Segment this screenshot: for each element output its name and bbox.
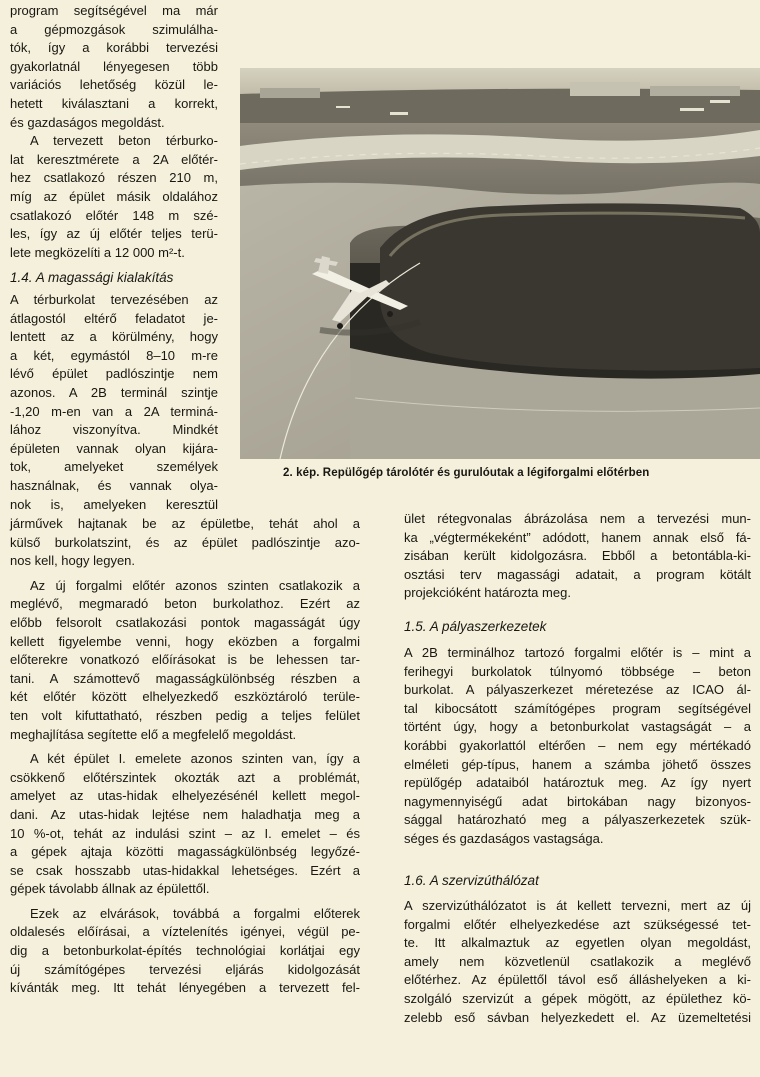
text-line: ka „végtermékeként” adódott, hanem annak első fá- — [404, 529, 751, 545]
text-line: Az új forgalmi előtér azonos szinten csatlakozik a — [30, 577, 360, 593]
airport-apron-photo — [240, 68, 760, 459]
text-line: zisában került kidolgozásra. Ebből a betontábla-ki- — [404, 548, 751, 564]
text-line: korábbi gyakorlattól eltérően – nem egy mértékadó — [404, 737, 751, 753]
text-line: ferihegyi burkolatok túlnyomó többsége – beton — [404, 663, 751, 679]
text-line: nok is, amelyeken keresztül — [10, 496, 218, 512]
text-line: kívánták meg. Itt tehát lényegében a tervezett fel- — [10, 980, 360, 996]
text-line: és gazdaságos megoldást. — [10, 114, 165, 130]
text-line: hez csatlakozó részen 210 m, — [10, 170, 218, 186]
section-1-5-text — [404, 644, 751, 849]
text-line: külső burkolatszint, és az épület padlószintje azo- — [10, 534, 360, 550]
text-line: előbb felsorolt csatlakozási pontok magasságát úgy — [10, 614, 360, 630]
text-line: tók, így a korábbi tervezési — [10, 40, 218, 56]
text-line: használnak, és vannak olya- — [10, 477, 218, 493]
text-line: amelyet az utas-hidak elhelyezésénél kellett megol- — [10, 788, 360, 804]
text-line: 10 %-ot, tehát az indulási szint – az I. emelet – és — [10, 825, 360, 841]
text-line: nos kell, hogy legyen. — [10, 553, 136, 569]
text-line: A 2B terminálhoz tartozó forgalmi előtér is – mint a — [404, 645, 751, 660]
text-line: ület rétegvonalas ábrázolása nem a tervezési mun- — [404, 511, 751, 526]
text-line: A szervizúthálózatot is át kellett tervezni, mert az új — [404, 898, 751, 913]
text-line: előtérhez. Az épülettől távol eső álláshelyeken a ki- — [404, 972, 751, 988]
text-line: A térburkolat tervezésében az — [10, 292, 218, 307]
text-line: dani. Az utas-hidak lejtése nem haladhatja meg a — [10, 806, 360, 822]
text-line: történt úgy, hogy a betonburkolat vastagságát – a — [404, 719, 751, 735]
text-line: oldalesés előírásai, a víztelenítés igényei, végül pe- — [10, 924, 360, 940]
text-line: se csak hosszabb utas-hidakkal lehetséges. Ezért a — [10, 862, 360, 878]
text-line: sággal határozható meg a pályaszerkezetek szük- — [404, 812, 751, 828]
text-line: burkolat. A pályaszerkezet méretezése az ICAO ál- — [404, 682, 751, 698]
text-line: két előtér között elhelyezkedő eszköztároló terüle- — [10, 689, 360, 705]
text-line: új számítógépes tervezési eljárás kidolgozását — [10, 961, 360, 977]
text-line: les, így az új előtér teljes terü- — [10, 226, 218, 242]
text-line: nagymennyiségű adat birtokában nagy bizonyos- — [404, 793, 751, 809]
text-line: osztási terv magassági adatait, a program kötált — [404, 566, 751, 582]
left-bottom-text — [10, 515, 360, 998]
text-line: lentett az a körülmény, hogy — [10, 329, 218, 345]
text-line: dig a betonburkolat-építés technológiai korlátjai egy — [10, 943, 360, 959]
text-line: lat keresztmérete a 2A előtér- — [10, 151, 218, 167]
text-line: előterekre vonatkozó előírásokat is be lehessen tar- — [10, 652, 360, 668]
text-line: míg az épület másik oldalához — [10, 188, 218, 204]
text-line: zelebb eső sávban helyezkedett el. Az üzemeltetési — [404, 1009, 751, 1025]
text-line: lévő épület padlószintje nem — [10, 366, 218, 382]
text-line: projekcióként határozta meg. — [404, 585, 571, 601]
section-1-6-text — [404, 897, 751, 1027]
section-heading-1-4: 1.4. A magassági kialakítás — [10, 270, 174, 285]
text-line: azonos. A 2B terminál szintje — [10, 384, 218, 400]
text-line: szolgáló szervizút a gépek mögött, az épülethez kö- — [404, 990, 751, 1006]
text-line: csatlakozó előtér 148 m szé- — [10, 207, 218, 223]
text-line: A tervezett beton térburko- — [30, 133, 218, 149]
section-1-4-text — [10, 291, 218, 514]
text-line: repülőgép adataiból határoztuk meg. Az így nyert — [404, 775, 751, 791]
text-line: járművek hajtanak be az épületbe, tehát ahol a — [10, 516, 360, 531]
text-line: forgalmi előtér elhelyezkedése azt szükségessé tet- — [404, 916, 751, 932]
text-line: ten volt kifuttatható, részben pedig a teljes felület — [10, 707, 360, 723]
text-line: meglévő, megmaradó beton burkolathoz. Ezért az — [10, 596, 360, 612]
text-line: épületen vannak olyan kijára- — [10, 440, 218, 456]
photo-caption: 2. kép. Repülőgép tárolótér és gurulóutak a légiforgalmi előtérben — [283, 467, 650, 479]
text-line: A két épület I. emelete azonos szinten van, így a — [30, 751, 360, 767]
text-line: csökkenő előtérszintek okozták azt a problémát, — [10, 769, 360, 785]
text-line: -1,20 m-en van a 2A terminá- — [10, 403, 218, 419]
text-line: gyakorlatnál lényegesen több — [10, 58, 218, 74]
text-line: te. Itt alkalmaztuk az egyetlen olyan megoldást, — [404, 935, 751, 951]
text-line: átlagostól eltérő feladatot je- — [10, 310, 218, 326]
text-line: kellett figyelembe venni, hogy eközben a forgalmi — [10, 633, 360, 649]
text-line: amely nem közvetlenül csatlakozik a meglévő — [404, 953, 751, 969]
text-line: meghajlítása segítette elő a megfelelő megoldást. — [10, 726, 297, 742]
text-line: gépek távolabb állnak az épülettől. — [10, 881, 210, 897]
text-line: tok, amelyeket személyek — [10, 459, 218, 475]
text-line: lához viszonyítva. Mindkét — [10, 422, 218, 438]
section-heading-1-5: 1.5. A pályaszerkezetek — [404, 619, 547, 634]
text-line: program segítségével ma már — [10, 3, 218, 18]
text-line: hetett kiválasztani a korrekt, — [10, 95, 218, 111]
text-line: a gépmozgások szimulálha- — [10, 21, 218, 37]
text-line: séges és gazdaságos vastagsága. — [404, 830, 604, 846]
section-heading-1-6: 1.6. A szervizúthálózat — [404, 873, 539, 888]
text-line: lete megközelíti a 12 000 m²-t. — [10, 244, 185, 260]
left-top-text — [10, 2, 218, 262]
text-line: a két, egymástól 8–10 m-re — [10, 347, 218, 363]
text-line: elméleti gép-típus, hanem a számba jöhető összes — [404, 756, 751, 772]
text-line: variációs lehetőség közül le- — [10, 77, 218, 93]
text-line: a gépek ajtaja közötti magasságkülönbség legyőzé- — [10, 844, 360, 860]
text-line: tani. A számottevő magasságkülönbség részben a — [10, 670, 360, 686]
right-para-1 — [404, 510, 751, 603]
text-line: tal kibocsátott számítógépes program segítségével — [404, 700, 751, 716]
text-line: Ezek az elvárások, továbbá a forgalmi előterek — [30, 905, 360, 921]
